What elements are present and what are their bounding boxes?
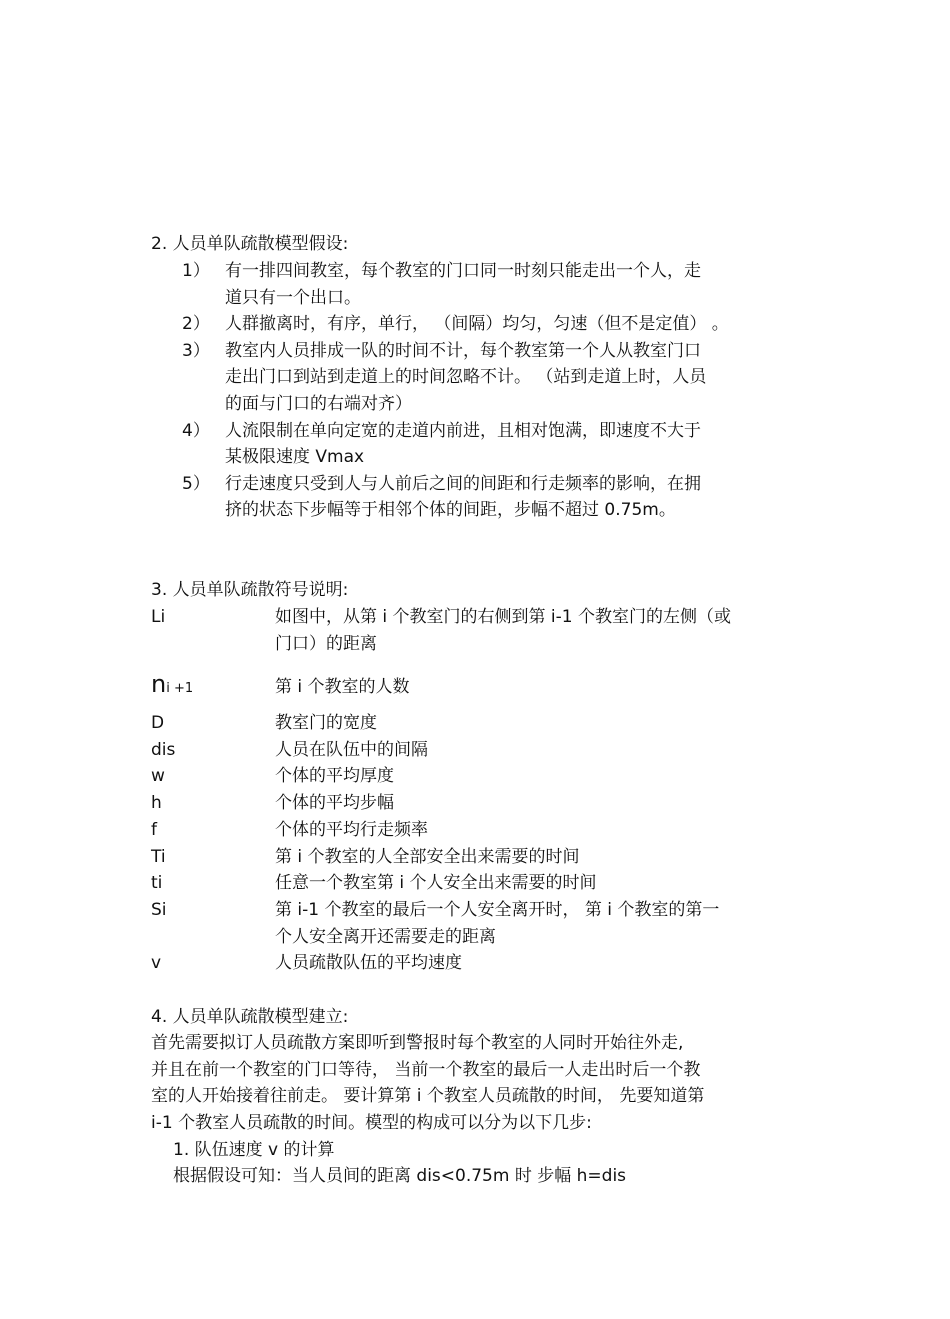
- assumption-5-number: 5）: [182, 474, 210, 494]
- section-4-paragraph-line-2: 并且在前一个教室的门口等待， 当前一个教室的最后一人走出时后一个教: [151, 1060, 701, 1080]
- symbol-Si: Si: [151, 900, 167, 920]
- assumption-4-number: 4）: [182, 421, 210, 441]
- section-4-paragraph-line-3: 室的人开始接着往前走。 要计算第 i 个教室人员疏散的时间， 先要知道第: [151, 1086, 705, 1106]
- assumption-1-number: 1）: [182, 261, 210, 281]
- section-4-last-line: 根据假设可知：当人员间的距离 dis<0.75m 时 步幅 h=dis: [173, 1166, 627, 1186]
- symbol-h-desc: 个体的平均步幅: [275, 793, 394, 813]
- assumption-1-line-1: 有一排四间教室，每个教室的门口同一时刻只能走出一个人，走: [225, 261, 701, 281]
- symbol-Si-desc-line-2: 个人安全离开还需要走的距离: [275, 927, 496, 947]
- assumption-5-line-2: 挤的状态下步幅等于相邻个体的间距，步幅不超过 0.75m。: [225, 500, 676, 520]
- assumption-4-line-2: 某极限速度 Vmax: [225, 447, 365, 467]
- assumption-4-line-1: 人流限制在单向定宽的走道内前进，且相对饱满，即速度不大于: [225, 421, 701, 441]
- symbol-D: D: [151, 713, 165, 733]
- symbol-n-main: n: [151, 670, 167, 698]
- symbol-h: h: [151, 793, 162, 813]
- assumption-1-line-2: 道只有一个出口。: [225, 288, 361, 308]
- symbol-w: w: [151, 766, 165, 786]
- assumption-3-line-2: 走出门口到站到走道上的时间忽略不计。 （站到走道上时，人员: [225, 367, 707, 387]
- symbol-Li-desc-line-2: 门口）的距离: [275, 634, 377, 654]
- symbol-Li-desc-line-1: 如图中，从第 i 个教室门的右侧到第 i-1 个教室门的左侧（或: [275, 607, 732, 627]
- assumption-3-line-1: 教室内人员排成一队的时间不计，每个教室第一个人从教室门口: [225, 341, 701, 361]
- symbol-D-desc: 教室门的宽度: [275, 713, 377, 733]
- assumption-2-line-1: 人群撤离时，有序，单行， （间隔）均匀，匀速（但不是定值） 。: [225, 314, 729, 334]
- symbol-v: v: [151, 953, 162, 973]
- section-4-paragraph-line-4: i-1 个教室人员疏散的时间。模型的构成可以分为以下几步:: [151, 1113, 592, 1133]
- symbol-f: f: [151, 820, 157, 840]
- symbol-Ti-desc: 第 i 个教室的人全部安全出来需要的时间: [275, 847, 580, 867]
- symbol-Ti: Ti: [151, 847, 166, 867]
- symbol-w-desc: 个体的平均厚度: [275, 766, 394, 786]
- section-2-heading: 2. 人员单队疏散模型假设:: [151, 234, 349, 254]
- symbol-dis-desc: 人员在队伍中的间隔: [275, 740, 428, 760]
- symbol-Si-desc-line-1: 第 i-1 个教室的最后一个人安全离开时， 第 i 个教室的第一: [275, 900, 720, 920]
- assumption-2-number: 2）: [182, 314, 210, 334]
- symbol-v-desc: 人员疏散队伍的平均速度: [275, 953, 462, 973]
- section-4-heading: 4. 人员单队疏散模型建立:: [151, 1007, 349, 1027]
- symbol-f-desc: 个体的平均行走频率: [275, 820, 428, 840]
- section-3-heading: 3. 人员单队疏散符号说明:: [151, 580, 349, 600]
- symbol-n-subscript: i +1: [166, 681, 194, 696]
- assumption-3-number: 3）: [182, 341, 210, 361]
- section-4-subheading: 1. 队伍速度 v 的计算: [173, 1140, 335, 1160]
- symbol-n-desc: 第 i 个教室的人数: [275, 677, 410, 697]
- symbol-Li: Li: [151, 607, 166, 627]
- symbol-ti-desc: 任意一个教室第 i 个人安全出来需要的时间: [275, 873, 597, 893]
- symbol-ti: ti: [151, 873, 163, 893]
- assumption-5-line-1: 行走速度只受到人与人前后之间的间距和行走频率的影响，在拥: [225, 474, 701, 494]
- assumption-3-line-3: 的面与门口的右端对齐）: [225, 394, 412, 414]
- symbol-n: [151, 670, 194, 699]
- symbol-dis: dis: [151, 740, 176, 760]
- section-4-paragraph-line-1: 首先需要拟订人员疏散方案即听到警报时每个教室的人同时开始往外走,: [151, 1033, 684, 1053]
